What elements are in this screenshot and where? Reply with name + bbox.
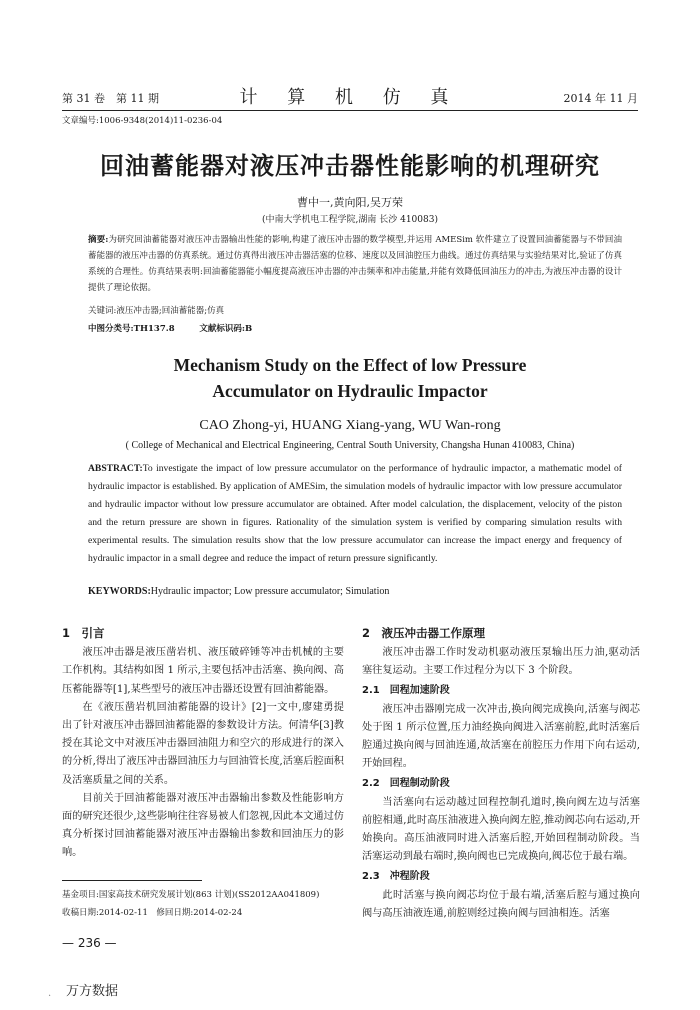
title-english-text: Mechanism Study on the Effect of low Pressure Accumulator on Hydraulic Impactor	[173, 355, 527, 401]
footnote-dates: 收稿日期:2014-02-11 修回日期:2014-02-24	[62, 908, 243, 918]
left-column	[62, 624, 344, 863]
title-english	[0, 352, 700, 404]
section-1-heading: 1 引言	[62, 626, 105, 640]
subsection-2-2-heading: 2.2 回程制动阶段	[362, 777, 450, 789]
page-number: — 236 —	[62, 936, 117, 950]
footnote-divider	[62, 880, 202, 881]
watermark-dot: .	[48, 988, 52, 999]
paragraph: 在《液压凿岩机回油蓄能器的设计》[2]一文中,廖建勇提出了针对液压冲击器回油蓄能器的参数设计方法。何清华[3]教授在其论文中对液压冲击器回油阻力和空穴的形成进行的深入的分析,得出了液压冲击器回油压力与回油管长度,活塞后腔面积及活塞质量之间的关系。	[62, 701, 344, 786]
affiliation-english: ( College of Mechanical and Electrical Engineering, Central South University, Changsha Hunan 410083, China)	[125, 440, 575, 451]
abstract-text-english: To investigate the impact of low pressure accumulator on the performance of hydraulic impactor, a mathematic model of hydraulic impactor is established. By application of AMESim, the simulation models of hydraulic impactor with low pressure accumulator and hydraulic impactor without low pressure accumulator are obtained. After model calculation, the displacement, velocity of the piston and the return pressure are shown in figures. Rationality of the simulation system is verified by comparing simulation results with experimental results. The simulation results show that the low pressure accumulator can increase the impact energy and frequency of hydraulic impactor in a small degree and reduce the impact of return pressure significantly.	[88, 463, 622, 564]
volume-issue: 第 31 卷 第 11 期	[62, 92, 159, 105]
footnote-fund: 基金项目:国家高技术研究发展计划(863 计划)(SS2012AA041809)	[62, 890, 320, 900]
paragraph: 目前关于回油蓄能器对液压冲击器输出参数及性能影响方面的研究还很少,这些影响往往容易被人们忽视,因此本文通过仿真分析探讨回油蓄能器对液压冲击器输出参数和回油压力的影响。	[62, 792, 344, 859]
title-chinese: 回油蓄能器对液压冲击器性能影响的机理研究	[100, 152, 600, 180]
paragraph: 液压冲击器刚完成一次冲击,换向阀完成换向,活塞与阀芯处于图 1 所示位置,压力油经换向阀进入活塞前腔,此时活塞后腔通过换向阀与回油连通,故活塞在前腔压力作用下向右运动,开始回程。	[362, 703, 640, 770]
issue-date: 2014 年 11 月	[563, 92, 638, 105]
classification-line	[88, 322, 252, 334]
abstract-label-english: ABSTRACT:	[88, 463, 143, 474]
paragraph: 液压冲击器是液压凿岩机、液压破碎锤等冲击机械的主要工作机构。其结构如图 1 所示,主要包括冲击活塞、换向阀、高压蓄能器等[1],某些型号的液压冲击器还设置有回油蓄能器。	[62, 647, 344, 695]
abstract-chinese	[88, 232, 622, 296]
paragraph: 液压冲击器工作时发动机驱动液压泵输出压力油,驱动活塞往复运动。主要工作过程分为以下 3 个阶段。	[362, 647, 640, 677]
journal-name: 计 算 机 仿 真	[239, 87, 461, 108]
paragraph: 此时活塞与换向阀芯均位于最右端,活塞后腔与通过换向阀与高压油液连通,前腔则经过换向阀与回油相连。活塞	[362, 889, 640, 920]
affiliation-chinese: (中南大学机电工程学院,湖南 长沙 410083)	[262, 215, 438, 225]
section-2-heading: 2 液压冲击器工作原理	[362, 626, 486, 640]
subsection-2-3-heading: 2.3 冲程阶段	[362, 870, 430, 882]
watermark: 万方数据	[66, 984, 119, 999]
subsection-2-1-heading: 2.1 回程加速阶段	[362, 684, 450, 696]
right-column	[362, 624, 640, 923]
article-number: 文章编号:1006-9348(2014)11-0236-04	[62, 116, 223, 126]
paragraph: 当活塞向右运动越过回程控制孔道时,换向阀左边与活塞前腔相通,此时高压油液进入换向阀左腔,推动阀芯向右运动,开始换向。高压油液同时进入活塞后腔,开始回程制动阶段。当活塞运动到最右端时,换向阀也已完成换向,阀芯位于最右端。	[362, 796, 640, 863]
clc-number: 中图分类号:TH137.8	[88, 324, 175, 334]
keywords-chinese: 关键词:液压冲击器;回油蓄能器;仿真	[88, 306, 225, 316]
abstract-label-chinese: 摘要:	[88, 235, 109, 245]
keywords-label-english: KEYWORDS:	[88, 586, 151, 597]
abstract-english	[88, 460, 622, 568]
authors-chinese: 曹中一,黄向阳,吴万荣	[297, 196, 403, 209]
running-header	[62, 84, 638, 111]
abstract-text-chinese: 为研究回油蓄能器对液压冲击器输出性能的影响,构建了液压冲击器的数学模型,并运用 AMESim 软件建立了设置回油蓄能器与不带回油蓄能器的液压冲击器的仿真系统。通过仿真得出液压冲击器活塞的位移、速度以及回油腔压力曲线。通过仿真结果与实验结果对比,验证了仿真系统的合理性。仿真结果表明:回油蓄能器能小幅度提高液压冲击器的冲击频率和冲击能量,并能有效降低回油压力的冲击,为液压冲击器的设计提供了理论依据。	[88, 235, 622, 293]
document-code: 文献标识码:B	[199, 324, 253, 334]
keywords-text-english: Hydraulic impactor; Low pressure accumulator; Simulation	[150, 586, 390, 597]
authors-english: CAO Zhong-yi, HUANG Xiang-yang, WU Wan-rong	[199, 418, 501, 433]
keywords-english	[88, 586, 389, 597]
